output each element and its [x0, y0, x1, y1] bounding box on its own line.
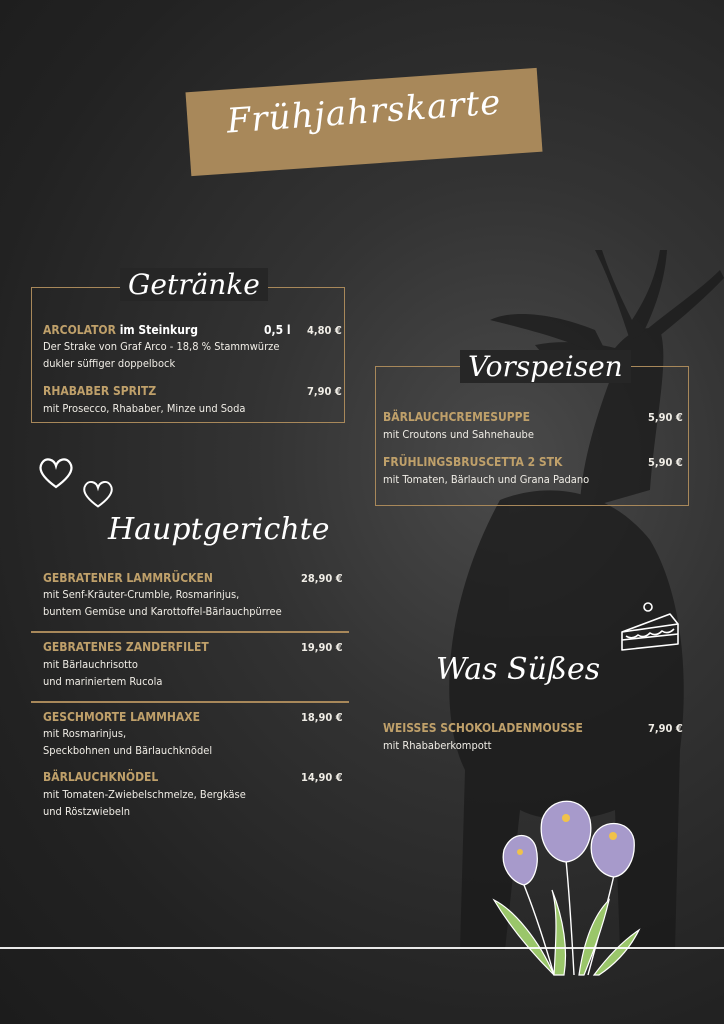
item-lammhaxe-name: GESCHMORTE LAMMHAXE	[43, 710, 200, 724]
baerlauchknoedel-desc-1: mit Tomaten-Zwiebelschmelze, Bergkäse	[43, 788, 246, 801]
arcolator-desc-2: dukler süffiger doppelbock	[43, 357, 176, 370]
arcolator-volume: 0,5 l	[264, 323, 291, 337]
schokoladenmousse-desc: mit Rhababerkompott	[383, 739, 492, 752]
item-arcolator-name	[43, 323, 198, 337]
bottom-line	[0, 947, 724, 949]
divider	[31, 701, 349, 703]
lammhaxe-desc-1: mit Rosmarinjus,	[43, 727, 127, 740]
lammhaxe-desc-2: Speckbohnen und Bärlauchknödel	[43, 744, 213, 757]
baerlauchcremesuppe-price: 5,90 €	[648, 411, 683, 424]
baerlauchknoedel-price: 14,90 €	[301, 771, 343, 784]
item-schokoladenmousse-name: WEISSES SCHOKOLADENMOUSSE	[383, 721, 583, 735]
fruehlingsbruscetta-desc: mit Tomaten, Bärlauch und Grana Padano	[383, 473, 590, 486]
page-title: Frühjahrskarte	[225, 82, 503, 142]
baerlauchknoedel-desc-2: und Röstzwiebeln	[43, 805, 130, 818]
heart-icon	[80, 478, 116, 510]
rhababer-spritz-price: 7,90 €	[307, 385, 342, 398]
schokoladenmousse-price: 7,90 €	[648, 722, 683, 735]
zanderfilet-desc-1: mit Bärlauchrisotto	[43, 658, 138, 671]
item-fruehlingsbruscetta-name: FRÜHLINGSBRUSCETTA 2 STK	[383, 455, 563, 469]
fruehlingsbruscetta-price: 5,90 €	[648, 456, 683, 469]
heart-icon	[36, 455, 76, 491]
lammruecken-price: 28,90 €	[301, 572, 343, 585]
arcolator-name-gold: ARCOLATOR	[43, 323, 116, 337]
baerlauchcremesuppe-desc: mit Croutons und Sahnehaube	[383, 428, 534, 441]
cake-icon	[618, 598, 684, 658]
lammruecken-desc-1: mit Senf-Kräuter-Crumble, Rosmarinjus,	[43, 588, 240, 601]
item-lammruecken-name: GEBRATENER LAMMRÜCKEN	[43, 571, 213, 585]
zanderfilet-price: 19,90 €	[301, 641, 343, 654]
arcolator-price: 4,80 €	[307, 324, 342, 337]
zanderfilet-desc-2: und mariniertem Rucola	[43, 675, 163, 688]
divider	[31, 631, 349, 633]
hauptgerichte-heading: Hauptgerichte	[108, 512, 330, 547]
getraenke-heading: Getränke	[120, 268, 268, 301]
arcolator-name-white: im Steinkurg	[119, 323, 198, 337]
lammruecken-desc-2: buntem Gemüse und Karottoffel-Bärlauchpürree	[43, 605, 282, 618]
rhababer-spritz-desc: mit Prosecco, Rhababer, Minze und Soda	[43, 402, 246, 415]
vorspeisen-heading: Vorspeisen	[460, 350, 631, 383]
item-rhababer-spritz-name: RHABABER SPRITZ	[43, 384, 157, 398]
suesses-heading: Was Süßes	[436, 652, 601, 687]
arcolator-desc-1: Der Strake von Graf Arco - 18,8 % Stammwürze	[43, 340, 280, 353]
item-zanderfilet-name: GEBRATENES ZANDERFILET	[43, 640, 209, 654]
lammhaxe-price: 18,90 €	[301, 711, 343, 724]
item-baerlauchknoedel-name: BÄRLAUCHKNÖDEL	[43, 770, 159, 784]
crocus-flowers	[484, 790, 654, 980]
item-baerlauchcremesuppe-name: BÄRLAUCHCREMESUPPE	[383, 410, 530, 424]
